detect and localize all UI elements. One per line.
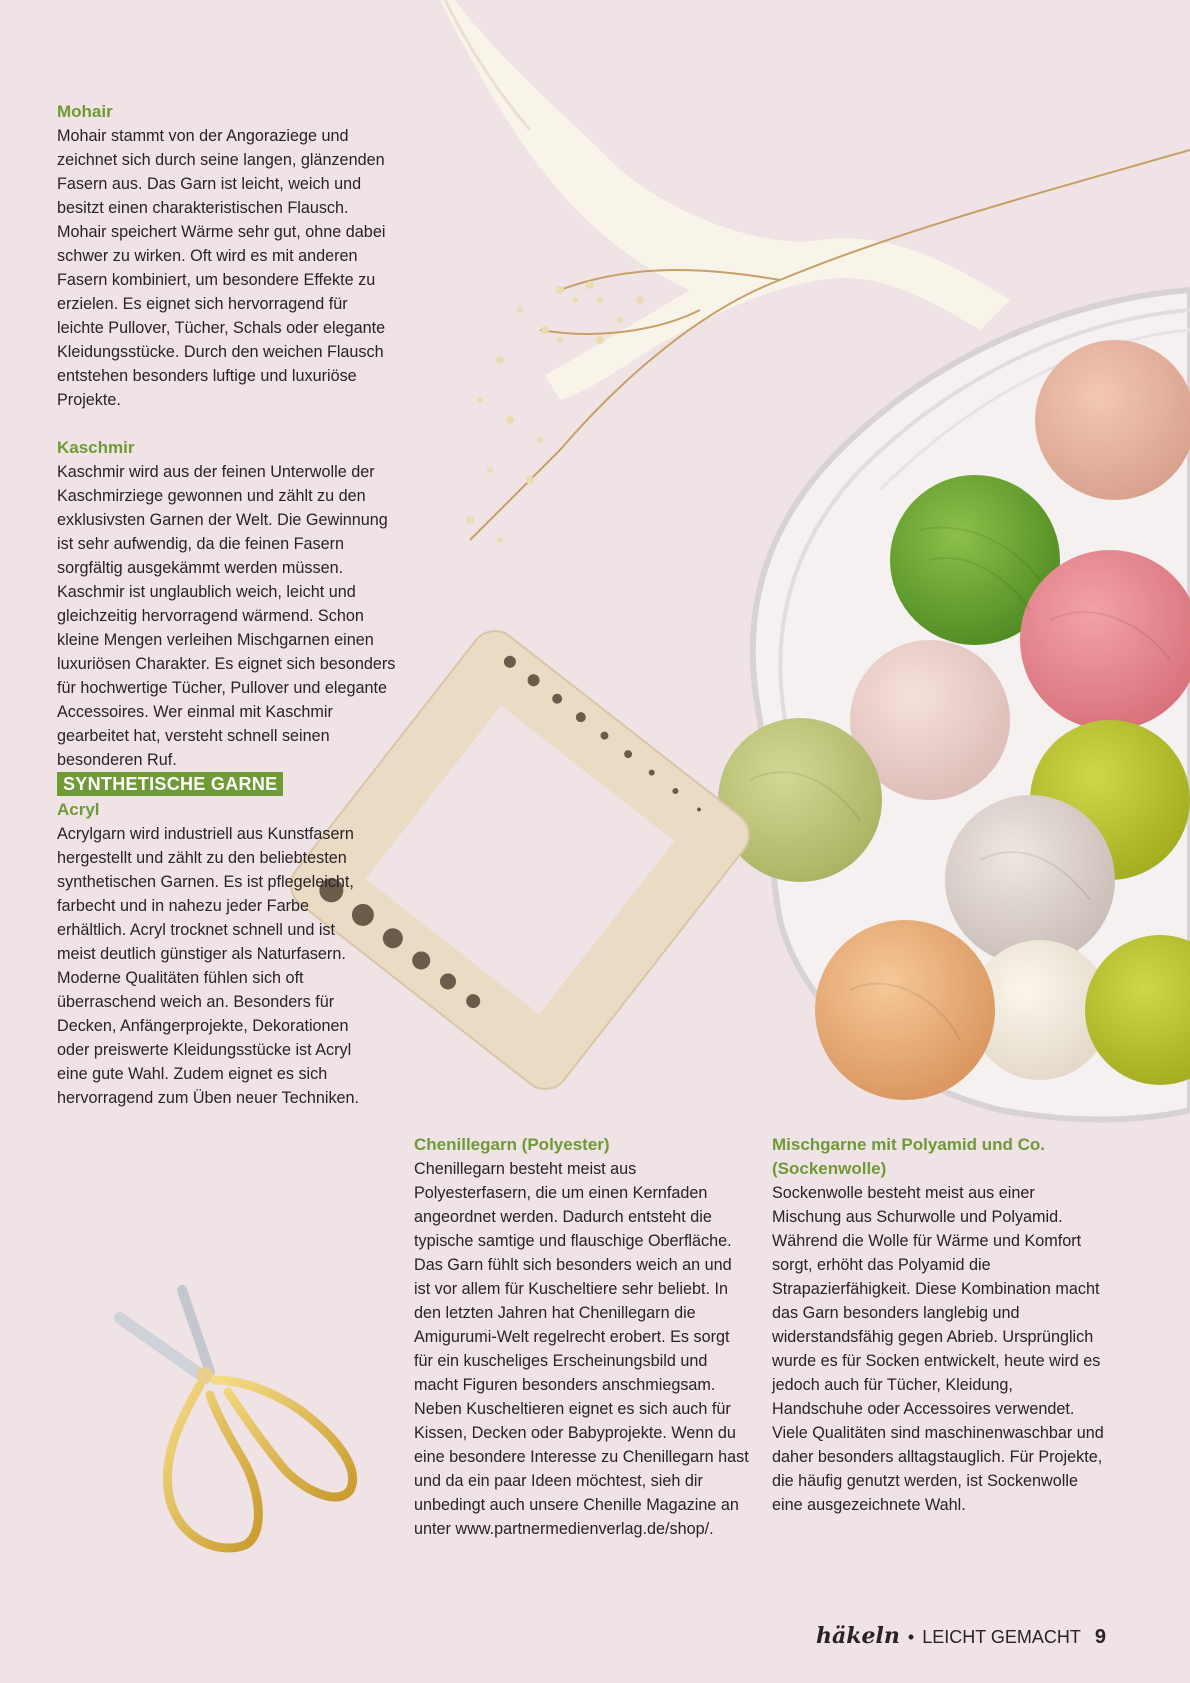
section-title: Mischgarne mit Polyamid und Co. (Sockenwolle)	[772, 1135, 1045, 1178]
section-mohair	[57, 100, 397, 412]
section-title: Kaschmir	[57, 438, 135, 457]
section-body: Chenillegarn besteht meist aus Polyesterfasern, die um einen Kernfaden angeordnet werden. Dadurch entsteht die typische samtige und flauschige Oberfläche. Das Garn fühlt sich besonders weich an und ist vor allem für Kuscheltiere sehr beliebt. In den letzten Jahren hat Chenillegarn die Amigurumi-Welt regelrecht erobert. Es sorgt für ein kuscheliges Erscheinungsbild und macht Figuren besonders anschmiegsam. Neben Kuscheltieren eignet es sich auch für Kissen, Decken oder Babyprojekte. Wenn du eine besondere Interesse zu Chenillegarn hast und da ein paar Ideen möchtest, sieh dir unbedingt auch unsere Chenille Magazine an unter www.partnermedienverlag.de/shop/.	[414, 1160, 749, 1538]
section-mischgarne	[772, 1133, 1108, 1517]
ribbon-illustration	[440, 0, 1010, 400]
section-chenille	[414, 1133, 750, 1541]
section-body: Acrylgarn wird industriell aus Kunstfasern hergestellt und zählt zu den beliebtesten synthetischen Garnen. Es ist pflegeleicht, farbecht und in nahezu jeder Farbe erhältlich. Acryl trocknet schnell und ist meist deutlich günstiger als Naturfasern. Moderne Qualitäten fühlen sich oft überraschend weich an. Besonders für Decken, Anfängerprojekte, Dekorationen oder preiswerte Kleidungsstücke ist Acryl eine gute Wahl. Zudem eignet es sich hervorragend zum Üben neuer Techniken.	[57, 825, 360, 1107]
page-footer	[816, 1622, 1106, 1651]
section-title: Mohair	[57, 102, 113, 121]
page-number: 9	[1094, 1626, 1106, 1648]
section-acryl	[57, 798, 377, 1110]
magazine-tagline: LEICHT GEMACHT	[922, 1627, 1081, 1647]
section-title: Acryl	[57, 800, 100, 819]
gold-scissors	[120, 1290, 353, 1548]
magazine-brand: häkeln	[816, 1623, 900, 1649]
footer-separator: •	[907, 1627, 915, 1647]
category-label: SYNTHETISCHE GARNE	[57, 772, 283, 796]
section-title: Chenillegarn (Polyester)	[414, 1135, 610, 1154]
section-body: Kaschmir wird aus der feinen Unterwolle der Kaschmirziege gewonnen und zählt zu den exklusivsten Garnen der Welt. Die Gewinnung ist sehr aufwendig, da die feinen Fasern sorgfältig ausgekämmt werden müssen. Kaschmir ist unglaublich weich, leicht und gleichzeitig hervorragend wärmend. Schon kleine Mengen verleihen Mischgarnen einen luxuriösen Charakter. Es eignet sich besonders für hochwertige Tücher, Pullover und elegante Accessoires. Wer einmal mit Kaschmir gearbeitet hat, versteht schnell seinen besonderen Ruf.	[57, 463, 396, 769]
section-body: Mohair stammt von der Angoraziege und zeichnet sich durch seine langen, glänzenden Fasern aus. Das Garn ist leicht, weich und besitzt einen charakteristischen Flausch. Mohair speichert Wärme sehr gut, ohne dabei schwer zu wirken. Oft wird es mit anderen Fasern kombiniert, um besondere Effekte zu erzielen. Es eignet sich hervorragend für leichte Pullover, Tücher, Schals oder elegante Kleidungsstücke. Durch den weichen Flausch entstehen besonders luftige und luxuriöse Projekte.	[57, 127, 386, 409]
section-kaschmir	[57, 436, 397, 772]
section-body: Sockenwolle besteht meist aus einer Mischung aus Schurwolle und Polyamid. Während die Wolle für Wärme und Komfort sorgt, erhöht das Polyamid die Strapazierfähigkeit. Diese Kombination macht das Garn besonders langlebig und widerstandsfähig gegen Abrieb. Ursprünglich wurde es für Socken entwickelt, heute wird es jedoch auch für Tücher, Kleidung, Handschuhe oder Accessoires verwendet. Viele Qualitäten sind maschinenwaschbar und daher besonders alltagstauglich. Für Projekte, die häufig genutzt werden, ist Sockenwolle eine ausgezeichnete Wahl.	[772, 1184, 1104, 1514]
